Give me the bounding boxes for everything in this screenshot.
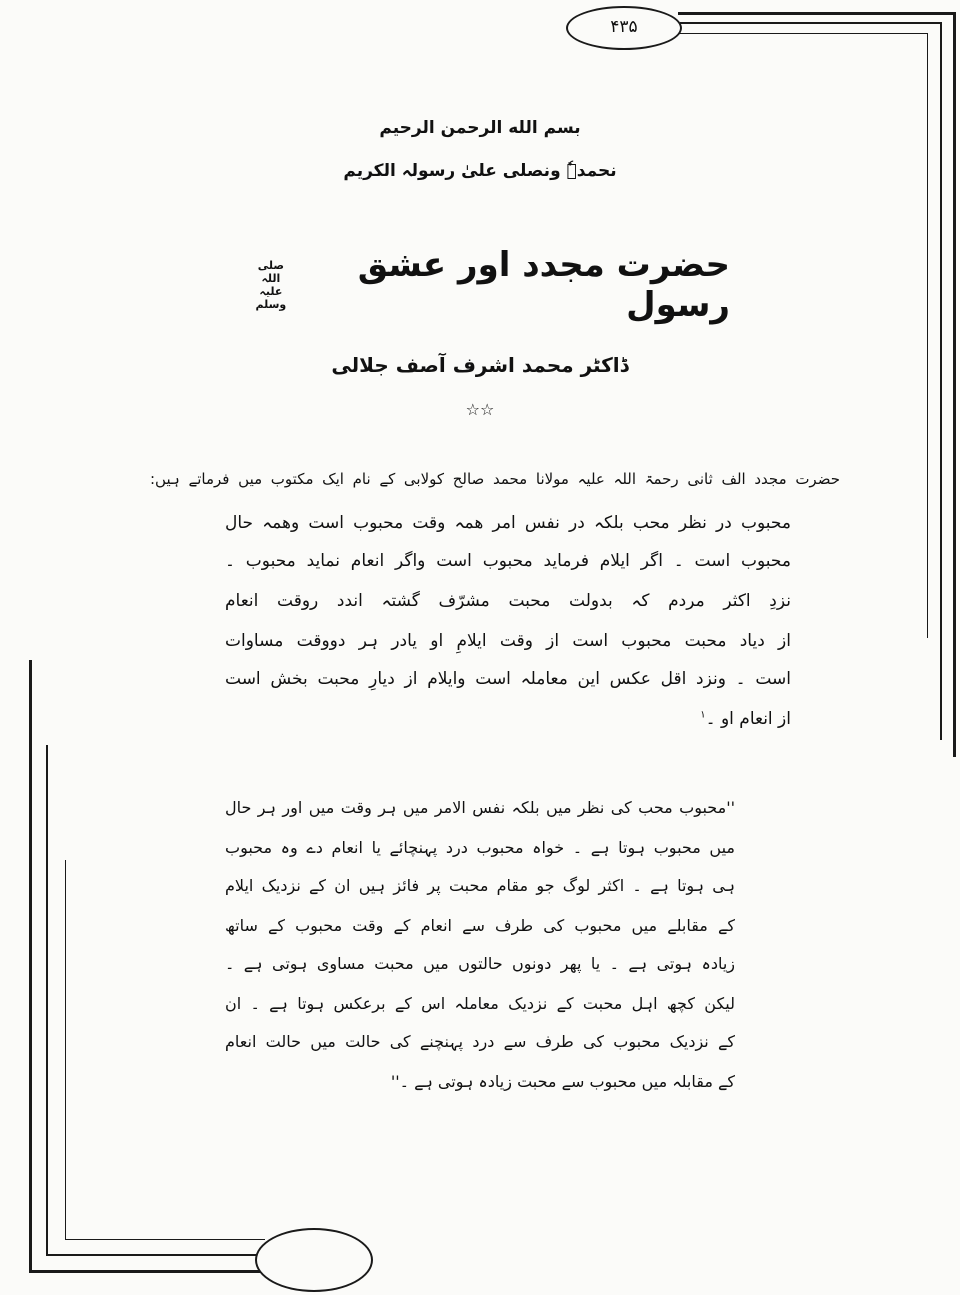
footnote-marker[interactable]: ۱ [700,709,706,721]
quote-line [650,708,791,729]
salutation: نحمدہٗ ونصلی علیٰ رسولہ الکریم [343,161,617,181]
translation-line: لیکن کچھ اہل محبت کے نزدیک معاملہ اس کے برعکس ہوتا ہے ۔ ان [225,994,735,1013]
quote-line: از دیاد محبت محبوب است از وقت ایلامِ او یادر ہر دووقت مساوات [225,631,791,651]
title-text: حضرت مجدد اور عشق رسول [357,245,730,325]
translation-line: کے مقابلے میں محبوب کی طرف سے انعام کے وقت محبوب کے ساتھ [225,916,735,935]
translation-line: کے نزدیک محبوب کی طرف سے درد پہنچنے کی حالت میں حالت انعام [225,1032,735,1051]
page-number: ۴۳۵ [610,17,638,37]
quote-line: نزدِ اکثر مردم کہ بدولت محبت مشرّف گشتہ اندد روقت انعام [225,591,791,611]
article-title [250,245,730,325]
bismillah: بسم الله الرحمن الرحیم [379,118,581,138]
translation-line: میں محبوب ہوتا ہے ۔ خواہ محبوب درد پہنچائے یا انعام دے وہ محبوب [225,838,735,857]
intro-paragraph: حضرت مجدد الف ثانی رحمۃ اللہ علیہ مولانا محمد صالح کولابی کے نام ایک مکتوب میں فرماتے ہیں: [150,470,840,488]
quote-line-text: از انعام او ۔ [705,709,791,729]
honorific: صلی اللہ علیہ وسلم [255,259,287,311]
separator-stars: ☆☆ [465,400,495,419]
author-name: ڈاکٹر محمد اشرف آصف جلالی [331,353,629,377]
translation-line: ''محبوب محب کی نظر میں بلکہ نفس الامر میں ہر وقت میں اور ہر حال [225,798,735,817]
quote-line: محبوب در نظر محب بلکہ در نفس امر ھمہ وقت محبوب است وھمہ حال [225,513,791,533]
translation-line: ہی ہوتا ہے ۔ اکثر لوگ جو مقام محبت پر فائز ہیں ان کے نزدیک ایلام [225,876,735,895]
translation-line: زیادہ ہوتی ہے ۔ یا پھر دونوں حالتوں میں محبت مساوی ہوتی ہے ۔ [225,954,735,973]
quote-line: محبوب است ۔ اگر ایلام فرماید محبوب است واگر انعام نماید محبوب ۔ [225,551,791,571]
quote-line: است ۔ ونزد اقل عکس این معاملہ است وایلام از دیارِ محبت بخش است [225,669,791,689]
translation-line: کے مقابلہ میں محبوب سے محبت زیادہ ہوتی ہے ۔'' [390,1072,735,1091]
